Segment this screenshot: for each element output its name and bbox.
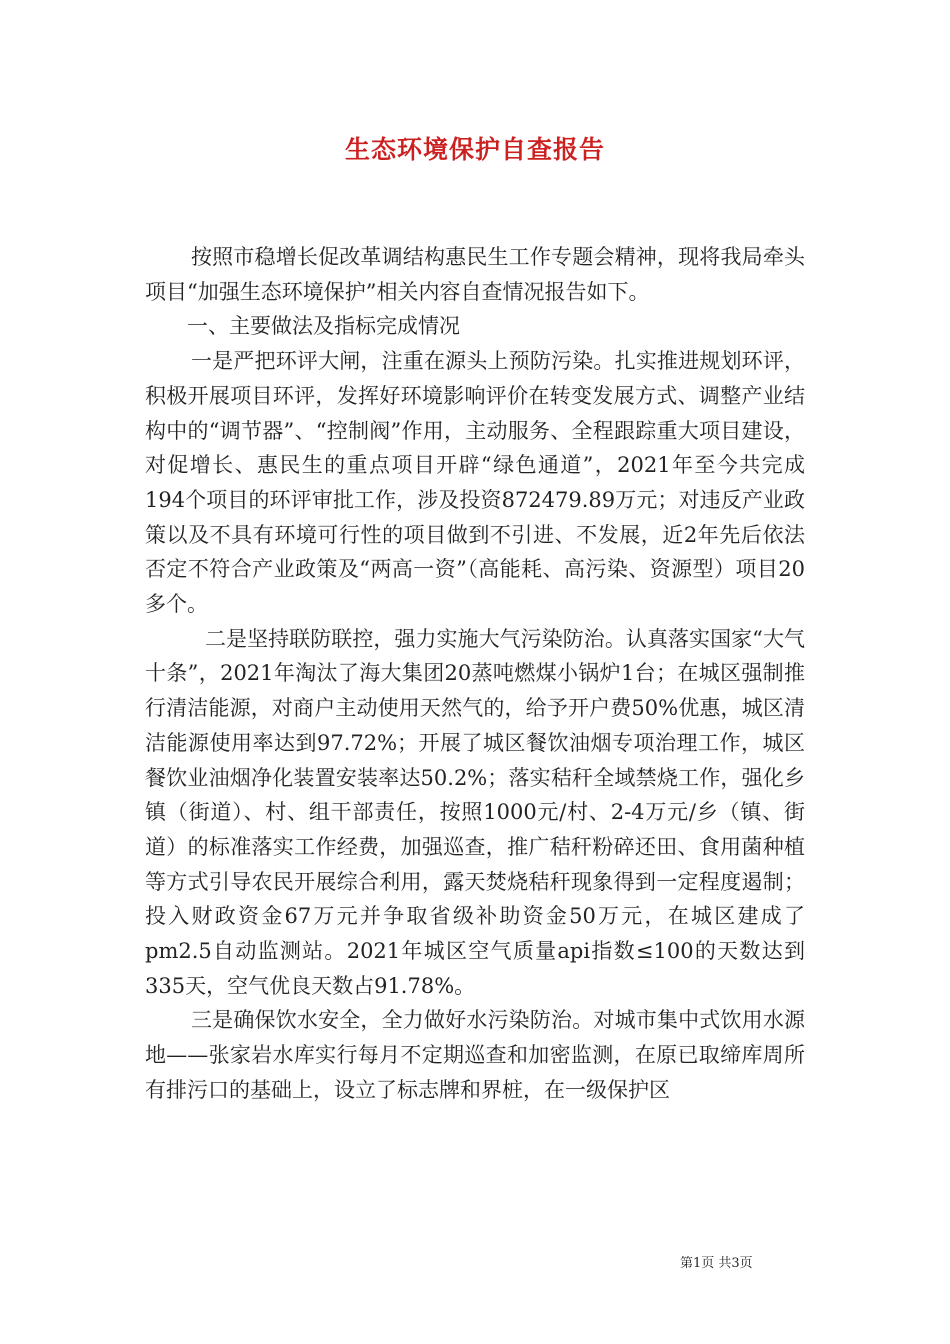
page-number: 第1页 共3页 [680, 1256, 753, 1271]
section-heading: 一、主要做法及指标完成情况 [187, 314, 460, 339]
paragraph-item-3: 三是确保饮水安全，全力做好水污染防治。对城市集中式饮用水源地——张家岩水库实行每月不定期巡查和加密监测，在原已取缔库周所有排污口的基础上，设立了标志牌和界桩，在一级保护区 [145, 1008, 805, 1102]
document-title: 生态环境保护自查报告 [344, 135, 605, 164]
document-body [145, 240, 805, 1108]
paragraph-item-2: 二是坚持联防联控，强力实施大气污染防治。认真落实国家“大气十条”，2021年淘汰了海大集团20蒸吨燃煤小锅炉1台；在城区强制推行清洁能源，对商户主动使用天然气的，给予开户费50%优惠，城区清洁能源使用率达到97.72%；开展了城区餐饮油烟专项治理工作，城区餐饮业油烟净化装置安装率达50.2%；落实秸秆全域禁烧工作，强化乡镇（街道）、村、组干部责任，按照1000元/村、2-4万元/乡（镇、街道）的标准落实工作经费，加强巡查，推广秸秆粉碎还田、食用菌种植等方式引导农民开展综合利用，露天焚烧秸秆现象得到一定程度遏制；投入财政资金67万元并争取省级补助资金50万元，在城区建成了pm2.5自动监测站。2021年城区空气质量api指数≤100的天数达到335天，空气优良天数占91.78%。 [145, 626, 805, 998]
intro-paragraph: 按照市稳增长促改革调结构惠民生工作专题会精神，现将我局牵头项目“加强生态环境保护”相关内容自查情况报告如下。 [145, 245, 805, 304]
paragraph-item-1: 一是严把环评大闸，注重在源头上预防污染。扎实推进规划环评，积极开展项目环评，发挥好环境影响评价在转变发展方式、调整产业结构中的“调节器”、“控制阀”作用，主动服务、全程跟踪重大项目建设，对促增长、惠民生的重点项目开辟“绿色通道”，2021年至今共完成194个项目的环评审批工作，涉及投资872479.89万元；对违反产业政策以及不具有环境可行性的项目做到不引进、不发展，近2年先后依法否定不符合产业政策及“两高一资”（高能耗、高污染、资源型）项目20多个。 [145, 349, 805, 617]
